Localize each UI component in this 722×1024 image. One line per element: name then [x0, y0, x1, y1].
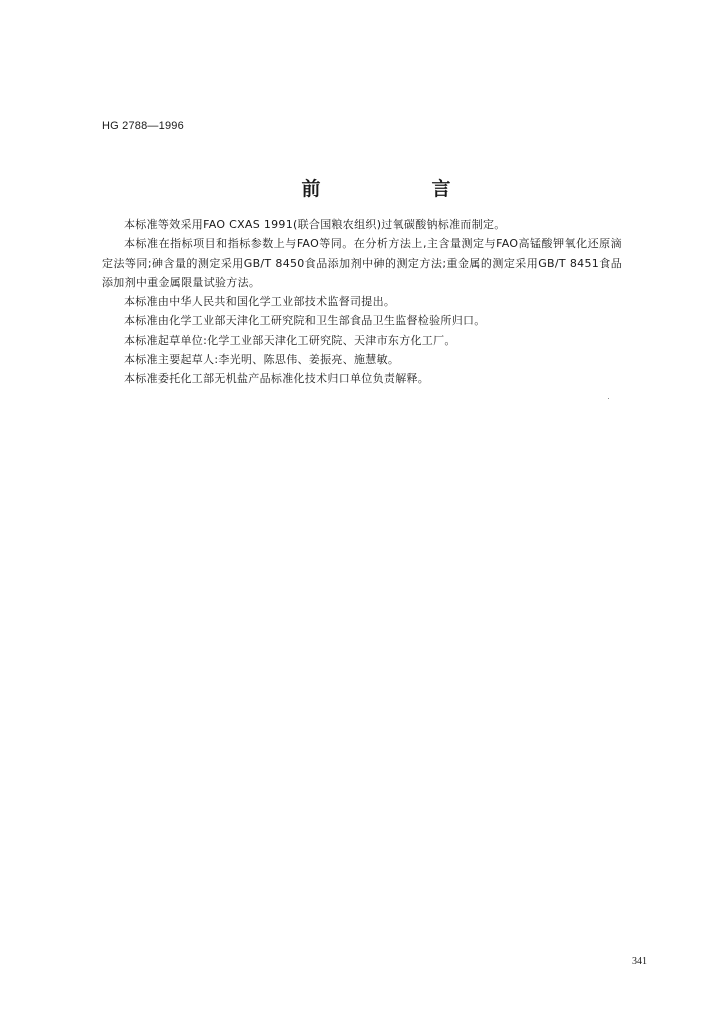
paragraph-drafters: 本标准主要起草人:李光明、陈思伟、姜振亮、施慧敏。 — [124, 353, 400, 367]
foreword-body — [102, 215, 622, 389]
paragraph-responsible: 本标准由化学工业部天津化工研究院和卫生部食品卫生监督检验所归口。 — [124, 314, 486, 328]
scan-speck — [608, 398, 609, 399]
paragraph-methods: 本标准在指标项目和指标参数上与FAO等同。在分析方法上,主含量测定与FAO高锰酸钾氧化还原滴定法等同;砷含量的测定采用GB/T 8450食品添加剂中砷的测定方法;重金属的测定采用GB/T 8451食品添加剂中重金属限量试验方法。 — [102, 237, 622, 289]
standard-code: HG 2788—1996 — [102, 120, 184, 132]
paragraph-drafting-units: 本标准起草单位:化学工业部天津化工研究院、天津市东方化工厂。 — [124, 333, 456, 347]
paragraph-proposer: 本标准由中华人民共和国化学工业部技术监督司提出。 — [124, 295, 396, 309]
paragraph-interpretation: 本标准委托化工部无机盐产品标准化技术归口单位负责解释。 — [124, 372, 430, 386]
page-number: 341 — [632, 956, 647, 967]
paragraph-adoption: 本标准等效采用FAO CXAS 1991(联合国粮农组织)过氧碳酸钠标准而制定。 — [124, 218, 506, 231]
page-title: 前 言 — [301, 178, 497, 200]
